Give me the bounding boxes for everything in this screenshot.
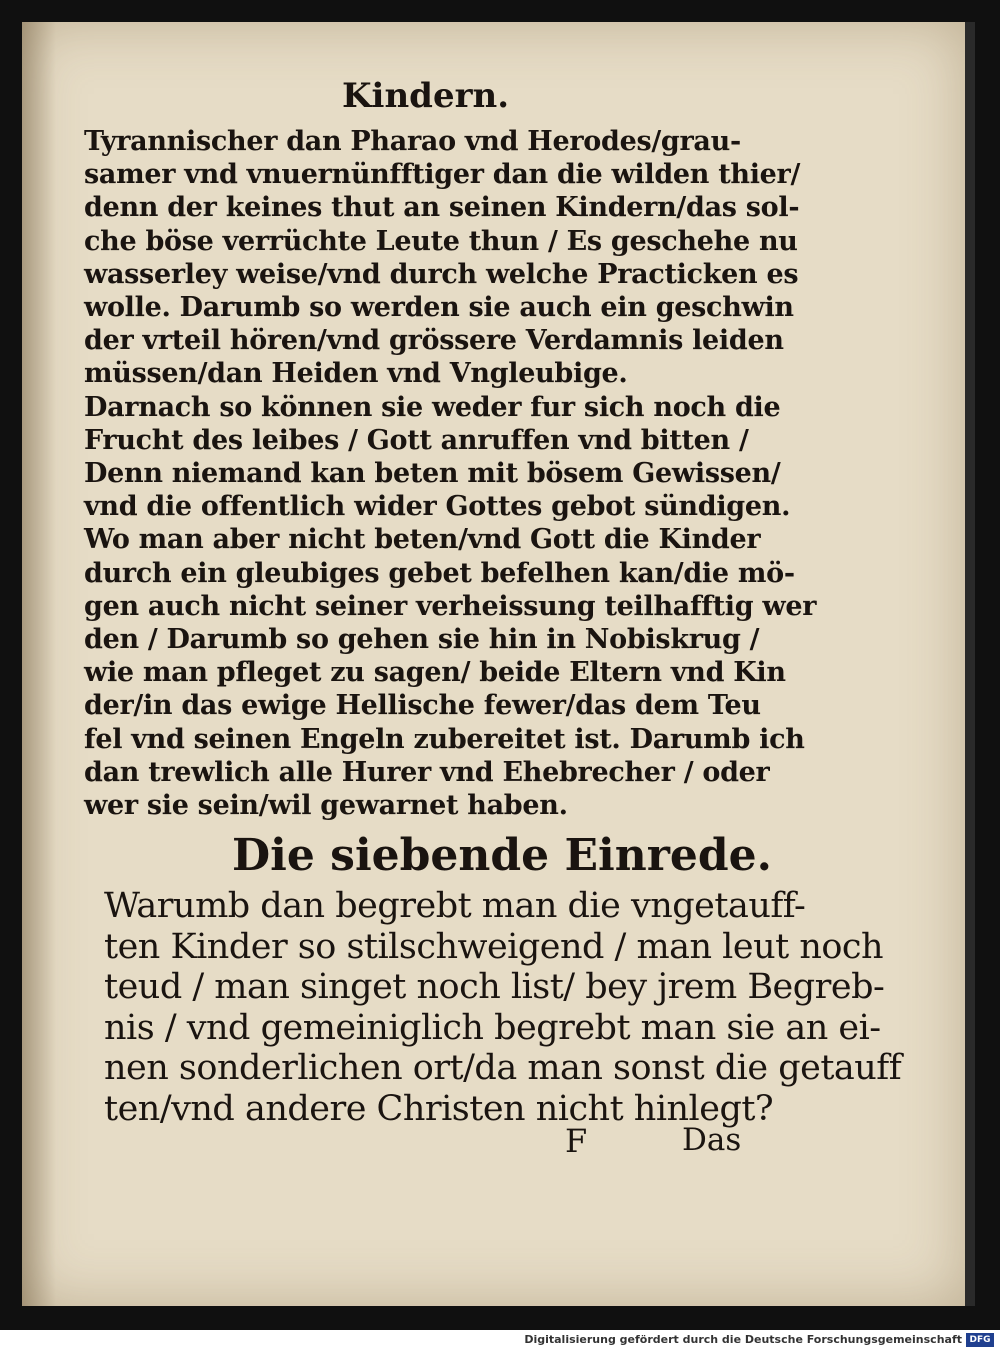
text-line: Denn niemand kan beten mit bösem Gewissen/ [84, 458, 781, 489]
text-line: durch ein gleubiges gebet befelhen kan/die mö- [84, 557, 795, 589]
text-line: müssen/dan Heiden vnd Vngleubige. [84, 358, 628, 390]
text-line: Warumb dan begrebt man die vngetauff- [104, 886, 806, 926]
signature-mark: F [565, 1122, 588, 1160]
text-line: Darnach so können sie weder fur sich noch die [84, 391, 781, 423]
running-header: Kindern. [342, 76, 510, 116]
text-line: der/in das ewige Hellische fewer/das dem Teu [84, 690, 761, 722]
text-line: vnd die offentlich wider Gottes gebot sündigen. [84, 491, 791, 523]
text-line: dan trewlich alle Hurer vnd Ehebrecher / oder [84, 756, 770, 788]
text-line: teud / man singet noch list/ bey jrem Begreb- [104, 967, 885, 1007]
text-line: den / Darumb so gehen sie hin in Nobiskrug / [84, 624, 760, 655]
text-line: wer sie sein/wil gewarnet haben. [84, 790, 568, 821]
text-line: wasserley weise/vnd durch welche Practicken es [84, 258, 799, 290]
text-line: nen sonderlichen ort/da man sonst die getauff [104, 1048, 902, 1088]
page-edge [965, 22, 975, 1306]
text-line: che böse verrüchte Leute thun / Es geschehe nu [84, 225, 798, 257]
text-line: wie man pfleget zu sagen/ beide Eltern vnd Kin [84, 657, 786, 689]
text-line: Wo man aber nicht beten/vnd Gott die Kinder [84, 524, 761, 556]
dfg-logo: DFG [966, 1333, 994, 1347]
text-line: ten Kinder so stilschweigend / man leut noch [104, 926, 884, 967]
text-line: wolle. Darumb so werden sie auch ein geschwin [84, 292, 794, 323]
text-line: Frucht des leibes / Gott anruffen vnd bitten / [84, 424, 749, 456]
footer-bar [0, 1330, 1000, 1350]
section-heading: Die siebende Einrede. [232, 830, 772, 881]
text-line: nis / vnd gemeiniglich begrebt man sie an ei- [104, 1007, 881, 1048]
text-line: samer vnd vnuernünfftiger dan die wilden thier/ [84, 159, 801, 191]
text-line: denn der keines thut an seinen Kindern/das sol- [84, 192, 800, 224]
catchword: Das [682, 1122, 742, 1158]
text-line: gen auch nicht seiner verheissung teilhafftig wer [84, 590, 817, 622]
text-line: Tyrannischer dan Pharao vnd Herodes/grau- [84, 126, 741, 157]
text-line: fel vnd seinen Engeln zubereitet ist. Darumb ich [84, 723, 805, 755]
text-line: ten/vnd andere Christen nicht hinlegt? [104, 1088, 774, 1129]
text-line: der vrteil hören/vnd grössere Verdamnis leiden [84, 325, 784, 357]
footer-credit: Digitalisierung gefördert durch die Deutsche Forschungsgemeinschaft [524, 1333, 962, 1346]
